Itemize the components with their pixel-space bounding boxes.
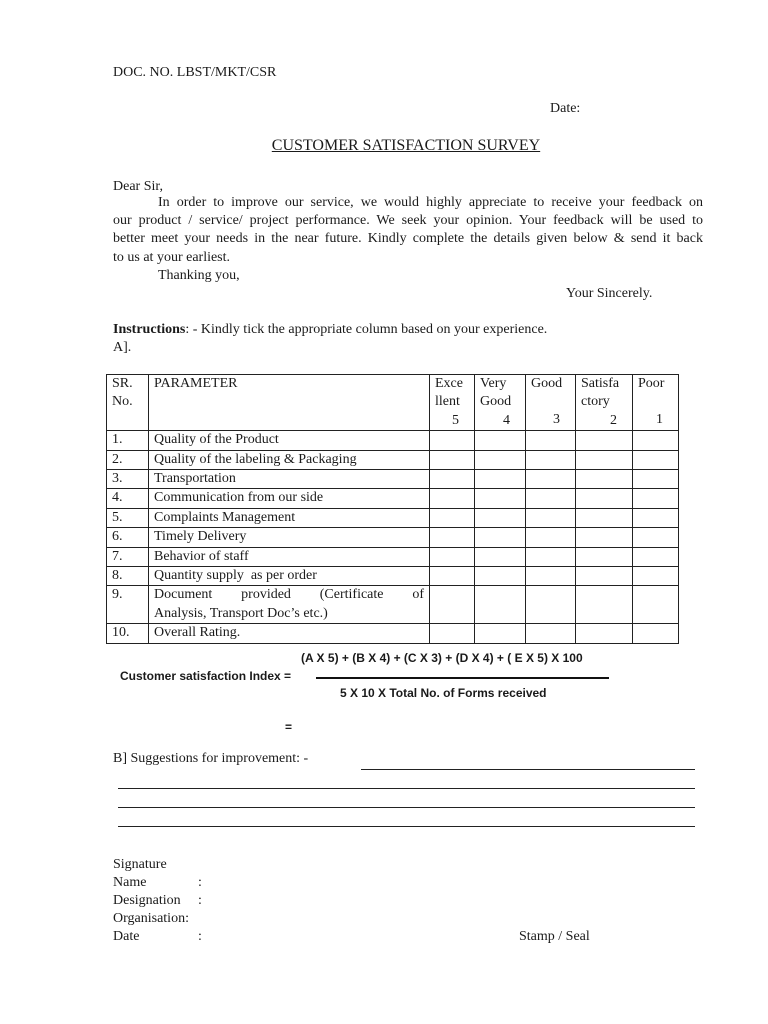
rating-cell[interactable] bbox=[526, 547, 576, 566]
table-row bbox=[107, 489, 679, 508]
rating-cell[interactable] bbox=[430, 508, 475, 527]
table-row bbox=[107, 567, 679, 586]
rating-cell[interactable] bbox=[526, 431, 576, 450]
rating-cell[interactable] bbox=[526, 450, 576, 469]
date-field-label: Date bbox=[113, 929, 140, 944]
parameter-cell: Document provided (Certificate of Analysis, Transport Doc’s etc.) bbox=[149, 586, 430, 624]
date-label: Date: bbox=[550, 101, 581, 116]
sr-cell: 5. bbox=[107, 508, 149, 527]
rating-cell[interactable] bbox=[576, 431, 633, 450]
survey-title: CUSTOMER SATISFACTION SURVEY bbox=[271, 137, 541, 154]
rating-cell[interactable] bbox=[526, 528, 576, 547]
rating-cell[interactable] bbox=[475, 528, 526, 547]
letter-line: better meet your needs in the near future. Kindly complete the details given below & send it back bbox=[113, 231, 703, 247]
rating-cell[interactable] bbox=[430, 547, 475, 566]
table-row bbox=[107, 586, 679, 624]
parameter-cell: Complaints Management bbox=[149, 508, 430, 527]
sr-cell: 4. bbox=[107, 489, 149, 508]
salutation: Dear Sir, bbox=[113, 179, 163, 194]
rating-cell[interactable] bbox=[430, 489, 475, 508]
rating-header-excellent: Exce llent 5 bbox=[430, 375, 475, 431]
sr-cell: 8. bbox=[107, 567, 149, 586]
rating-cell[interactable] bbox=[430, 450, 475, 469]
rating-cell[interactable] bbox=[430, 431, 475, 450]
sr-cell: 10. bbox=[107, 624, 149, 643]
rating-cell[interactable] bbox=[576, 547, 633, 566]
rating-cell[interactable] bbox=[633, 450, 679, 469]
formula-label: Customer satisfaction Index = bbox=[120, 669, 292, 683]
rating-cell[interactable] bbox=[430, 586, 475, 624]
rating-cell[interactable] bbox=[430, 624, 475, 643]
parameter-cell: Quality of the labeling & Packaging bbox=[149, 450, 430, 469]
rating-cell[interactable] bbox=[430, 470, 475, 489]
table-row bbox=[107, 470, 679, 489]
suggestion-line[interactable] bbox=[118, 788, 695, 789]
rating-cell[interactable] bbox=[526, 567, 576, 586]
rating-cell[interactable] bbox=[576, 624, 633, 643]
formula-numerator: (A X 5) + (B X 4) + (C X 3) + (D X 4) + ( E X 5) X 100 bbox=[301, 651, 583, 665]
rating-cell[interactable] bbox=[633, 567, 679, 586]
letter-line: In order to improve our service, we would highly appreciate to receive your feedback on bbox=[158, 195, 703, 210]
closing-line: Your Sincerely. bbox=[566, 286, 653, 301]
parameter-header: PARAMETER bbox=[149, 375, 430, 431]
date-field-colon: : bbox=[198, 929, 202, 944]
rating-cell[interactable] bbox=[430, 567, 475, 586]
rating-header-satisfactory: Satisfa ctory 2 bbox=[576, 375, 633, 431]
rating-cell[interactable] bbox=[475, 470, 526, 489]
rating-cell[interactable] bbox=[576, 470, 633, 489]
thanks-line: Thanking you, bbox=[158, 268, 240, 283]
rating-cell[interactable] bbox=[633, 489, 679, 508]
fraction-bar bbox=[316, 677, 609, 679]
rating-header-good: Good 3 bbox=[526, 375, 576, 431]
rating-header-poor: Poor 1 bbox=[633, 375, 679, 431]
name-label: Name bbox=[113, 875, 147, 890]
rating-cell[interactable] bbox=[576, 450, 633, 469]
parameter-cell: Behavior of staff bbox=[149, 547, 430, 566]
parameter-cell: Overall Rating. bbox=[149, 624, 430, 643]
rating-cell[interactable] bbox=[633, 431, 679, 450]
rating-cell[interactable] bbox=[576, 528, 633, 547]
suggestions-label: B] Suggestions for improvement: - bbox=[113, 751, 309, 766]
table-row bbox=[107, 431, 679, 450]
doc-number: DOC. NO. LBST/MKT/CSR bbox=[113, 65, 277, 80]
rating-cell[interactable] bbox=[526, 489, 576, 508]
rating-cell[interactable] bbox=[475, 624, 526, 643]
rating-cell[interactable] bbox=[526, 470, 576, 489]
rating-cell[interactable] bbox=[576, 586, 633, 624]
table-row bbox=[107, 528, 679, 547]
rating-cell[interactable] bbox=[430, 528, 475, 547]
rating-cell[interactable] bbox=[475, 450, 526, 469]
designation-colon: : bbox=[198, 893, 202, 908]
table-row bbox=[107, 508, 679, 527]
organisation-label: Organisation: bbox=[113, 911, 189, 926]
rating-cell[interactable] bbox=[526, 586, 576, 624]
table-row bbox=[107, 450, 679, 469]
sr-cell: 2. bbox=[107, 450, 149, 469]
letter-line: our product / service/ project performance. We seek your opinion. Your feedback will be used to bbox=[113, 213, 703, 229]
rating-cell[interactable] bbox=[633, 528, 679, 547]
rating-cell[interactable] bbox=[475, 508, 526, 527]
table-row bbox=[107, 624, 679, 643]
name-colon: : bbox=[198, 875, 202, 890]
letter-body bbox=[113, 194, 703, 267]
rating-cell[interactable] bbox=[633, 586, 679, 624]
section-a-label: A]. bbox=[113, 340, 132, 355]
formula-denominator: 5 X 10 X Total No. of Forms received bbox=[340, 686, 547, 700]
rating-cell[interactable] bbox=[526, 508, 576, 527]
instructions-label: Instructions bbox=[113, 322, 186, 337]
letter-line: to us at your earliest. bbox=[113, 249, 231, 265]
rating-cell[interactable] bbox=[633, 547, 679, 566]
formula-equals: = bbox=[285, 720, 293, 734]
rating-cell[interactable] bbox=[633, 624, 679, 643]
rating-cell[interactable] bbox=[475, 431, 526, 450]
table-row bbox=[107, 547, 679, 566]
sr-cell: 3. bbox=[107, 470, 149, 489]
sr-cell: 9. bbox=[107, 586, 149, 624]
rating-cell[interactable] bbox=[576, 567, 633, 586]
parameter-cell: Communication from our side bbox=[149, 489, 430, 508]
suggestion-line[interactable] bbox=[118, 826, 695, 827]
designation-label: Designation bbox=[113, 893, 181, 908]
stamp-seal-label: Stamp / Seal bbox=[519, 929, 590, 944]
sr-cell: 1. bbox=[107, 431, 149, 450]
parameter-cell: Quantity supply as per order bbox=[149, 567, 430, 586]
signature-label: Signature bbox=[113, 857, 167, 872]
parameter-cell: Transportation bbox=[149, 470, 430, 489]
parameter-cell: Quality of the Product bbox=[149, 431, 430, 450]
sr-cell: 7. bbox=[107, 547, 149, 566]
survey-table bbox=[106, 374, 679, 644]
rating-cell[interactable] bbox=[475, 567, 526, 586]
rating-cell[interactable] bbox=[475, 586, 526, 624]
suggestion-line[interactable] bbox=[118, 807, 695, 808]
rating-cell[interactable] bbox=[633, 470, 679, 489]
rating-header-very-good: Very Good 4 bbox=[475, 375, 526, 431]
rating-cell[interactable] bbox=[633, 508, 679, 527]
sr-cell: 6. bbox=[107, 528, 149, 547]
rating-cell[interactable] bbox=[576, 489, 633, 508]
rating-cell[interactable] bbox=[526, 624, 576, 643]
sr-header: SR. No. bbox=[107, 375, 149, 431]
instructions bbox=[113, 321, 547, 339]
instructions-text: : - Kindly tick the appropriate column based on your experience. bbox=[185, 322, 548, 337]
suggestion-line[interactable] bbox=[361, 769, 695, 770]
rating-cell[interactable] bbox=[475, 547, 526, 566]
table-header-row bbox=[107, 375, 679, 431]
rating-cell[interactable] bbox=[475, 489, 526, 508]
parameter-cell: Timely Delivery bbox=[149, 528, 430, 547]
rating-cell[interactable] bbox=[576, 508, 633, 527]
